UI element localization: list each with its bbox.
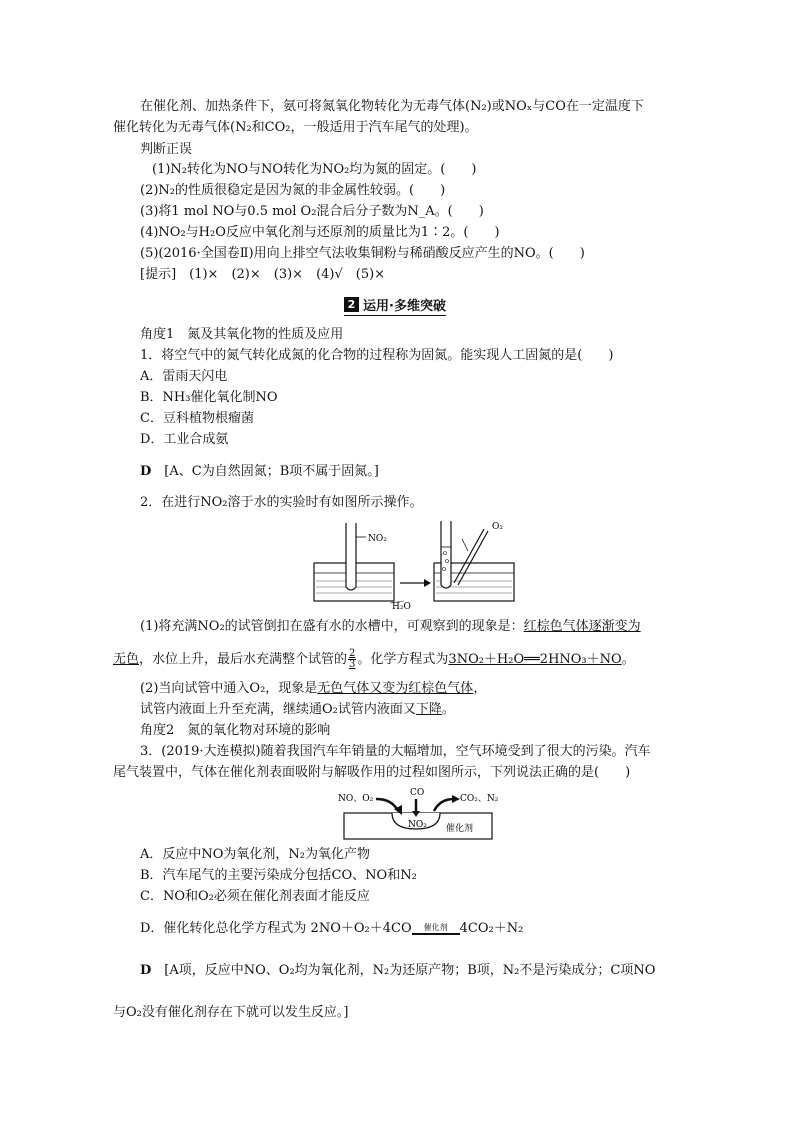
judge-item-3: (3)将1 mol NO与0.5 mol O₂混合后分子数为N_A。( ) xyxy=(140,204,484,219)
q2-p3-text: 试管内液面上升至充满，继续通O₂试管内液面又 xyxy=(140,702,416,717)
q2-part2-line1 xyxy=(140,680,486,697)
q3-explain-2: 与O₂没有催化剂存在下就可以发生反应。] xyxy=(113,1005,349,1020)
q2-p3-answer: 下降 xyxy=(415,702,442,717)
q2-p2-text: (2)当向试管中通入O₂，现象是 xyxy=(140,681,318,696)
section-heading xyxy=(344,294,446,316)
intro-line-1: 在催化剂、加热条件下，氨可将氮氧化物转化为无毒气体(N₂)或NOₓ与CO在一定温度下 xyxy=(140,99,644,114)
o2-label: O₂ xyxy=(492,522,503,532)
h2o-label: H₂O xyxy=(392,602,411,609)
q3-right-label: CO₂、N₂ xyxy=(460,794,499,804)
q3-option-b: B．汽车尾气的主要污染成分包括CO、NO和N₂ xyxy=(140,868,417,883)
angle1-title: 角度1 氮及其氧化物的性质及应用 xyxy=(140,327,344,342)
q3-catalyst-condition xyxy=(412,923,460,935)
left-test-tube xyxy=(346,523,356,590)
q3-stem-1: 3．(2019·大连模拟)随着我国汽车年销量的大幅增加，空气环境受到了很大的污染。汽车 xyxy=(140,744,651,759)
q3-option-a: A．反应中NO为氧化剂，N₂为氧化产物 xyxy=(140,847,371,862)
judge-hint: [提示] (1)× (2)× (3)× (4)√ (5)× xyxy=(140,267,386,282)
right-test-tube xyxy=(441,521,451,588)
judge-title: 判断正误 xyxy=(140,142,193,157)
judge-item-5: (5)(2016·全国卷Ⅱ)用向上排空气法收集铜粉与稀硝酸反应产生的NO。( ) xyxy=(140,246,585,261)
q2-p3-end: 。 xyxy=(441,702,455,717)
q1-option-c: C．豆科植物根瘤菌 xyxy=(140,411,254,426)
section-number-badge: 2 xyxy=(344,297,359,312)
judge-item-1: (1)N₂转化为NO与NO转化为NO₂均为氮的固定。( ) xyxy=(152,162,477,177)
q3-option-d-left: D．催化转化总化学方程式为 2NO＋O₂＋4CO xyxy=(140,921,412,936)
q2-p1-text: (1)将充满NO₂的试管倒扣在盛有水的水槽中，可观察到的现象是： xyxy=(140,619,524,634)
q1-stem: 1．将空气中的氮气转化成氮的化合物的过程称为固氮。能实现人工固氮的是( ) xyxy=(140,348,614,363)
section-title: 运用·多维突破 xyxy=(363,298,446,314)
q3-option-c: C．NO和O₂必须在催化剂表面才能反应 xyxy=(140,889,370,904)
q2-p1-end: 。 xyxy=(621,652,635,667)
q2-p1-text-2: ，水位上升，最后水充满整个试管的 xyxy=(139,652,348,667)
q3-catalyst-label: 催化剂 xyxy=(446,824,474,834)
q3-stem-2: 尾气装置中，气体在催化剂表面吸附与解吸作用的过程如图所示，下列说法正确的是( ) xyxy=(113,765,631,780)
q2-p2-answer: 无色气体又变为红棕色气体 xyxy=(317,681,474,696)
q2-p1-text-3: 。化学方程式为 xyxy=(357,652,449,667)
judge-item-2: (2)N₂的性质很稳定是因为氮的非金属性较弱。( ) xyxy=(140,183,446,198)
q2-p2-end: ， xyxy=(473,681,487,696)
q3-co-label: CO xyxy=(410,788,425,798)
q1-option-b: B．NH₃催化氧化制NO xyxy=(140,390,278,405)
q3-option-d-right: 4CO₂＋N₂ xyxy=(459,921,524,936)
intro-line-2: 催化转化为无毒气体(N₂和CO₂，一般适用于汽车尾气的处理)。 xyxy=(113,120,478,135)
q3-answer: D xyxy=(140,963,152,978)
q2-p1-answer-2: 无色 xyxy=(113,652,140,667)
judge-item-4: (4)NO₂与H₂O反应中氧化剂与还原剂的质量比为1∶2。( ) xyxy=(140,225,500,240)
q2-stem: 2．在进行NO₂溶于水的实验时有如图所示操作。 xyxy=(140,495,423,510)
q1-option-d: D．工业合成氨 xyxy=(140,432,229,447)
q1-answer: D xyxy=(140,464,152,479)
o2-delivery-tube xyxy=(454,529,484,583)
q3-option-d xyxy=(140,917,523,941)
q3-no2-label: NO₂ xyxy=(408,820,427,830)
q3-catalyst-figure xyxy=(336,783,500,843)
q1-option-a: A．雷雨天闪电 xyxy=(140,369,228,384)
q2-experiment-figure xyxy=(308,517,518,609)
q3-catalyst-word: 催化剂 xyxy=(423,922,448,932)
q2-part2-line2 xyxy=(140,701,455,718)
q2-equation: 3NO₂＋H₂O══2HNO₃＋NO xyxy=(448,652,622,667)
q2-part1-line2 xyxy=(113,649,635,671)
q1-explain: [A、C为自然固氮；B项不属于固氮。] xyxy=(164,464,379,479)
process-arrow-head xyxy=(424,579,431,587)
q2-fraction xyxy=(348,649,356,670)
q1-answer-line xyxy=(140,463,379,480)
no2-label: NO₂ xyxy=(368,534,387,544)
fraction-denominator: 3 xyxy=(349,659,356,670)
q3-explain-1: [A项，反应中NO、O₂均为氧化剂，N₂为还原产物；B项，N₂不是污染成分；C项NO xyxy=(164,963,656,978)
fraction-numerator: 2 xyxy=(349,648,356,659)
q3-answer-line xyxy=(140,962,655,979)
outflow-arrow xyxy=(434,799,454,811)
angle2-title: 角度2 氮的氧化物对环境的影响 xyxy=(140,723,331,738)
q3-left-label: NO、O₂ xyxy=(338,794,374,804)
q2-part1-line1 xyxy=(140,618,641,635)
q2-p1-answer-1: 红棕色气体逐渐变为 xyxy=(523,619,641,634)
